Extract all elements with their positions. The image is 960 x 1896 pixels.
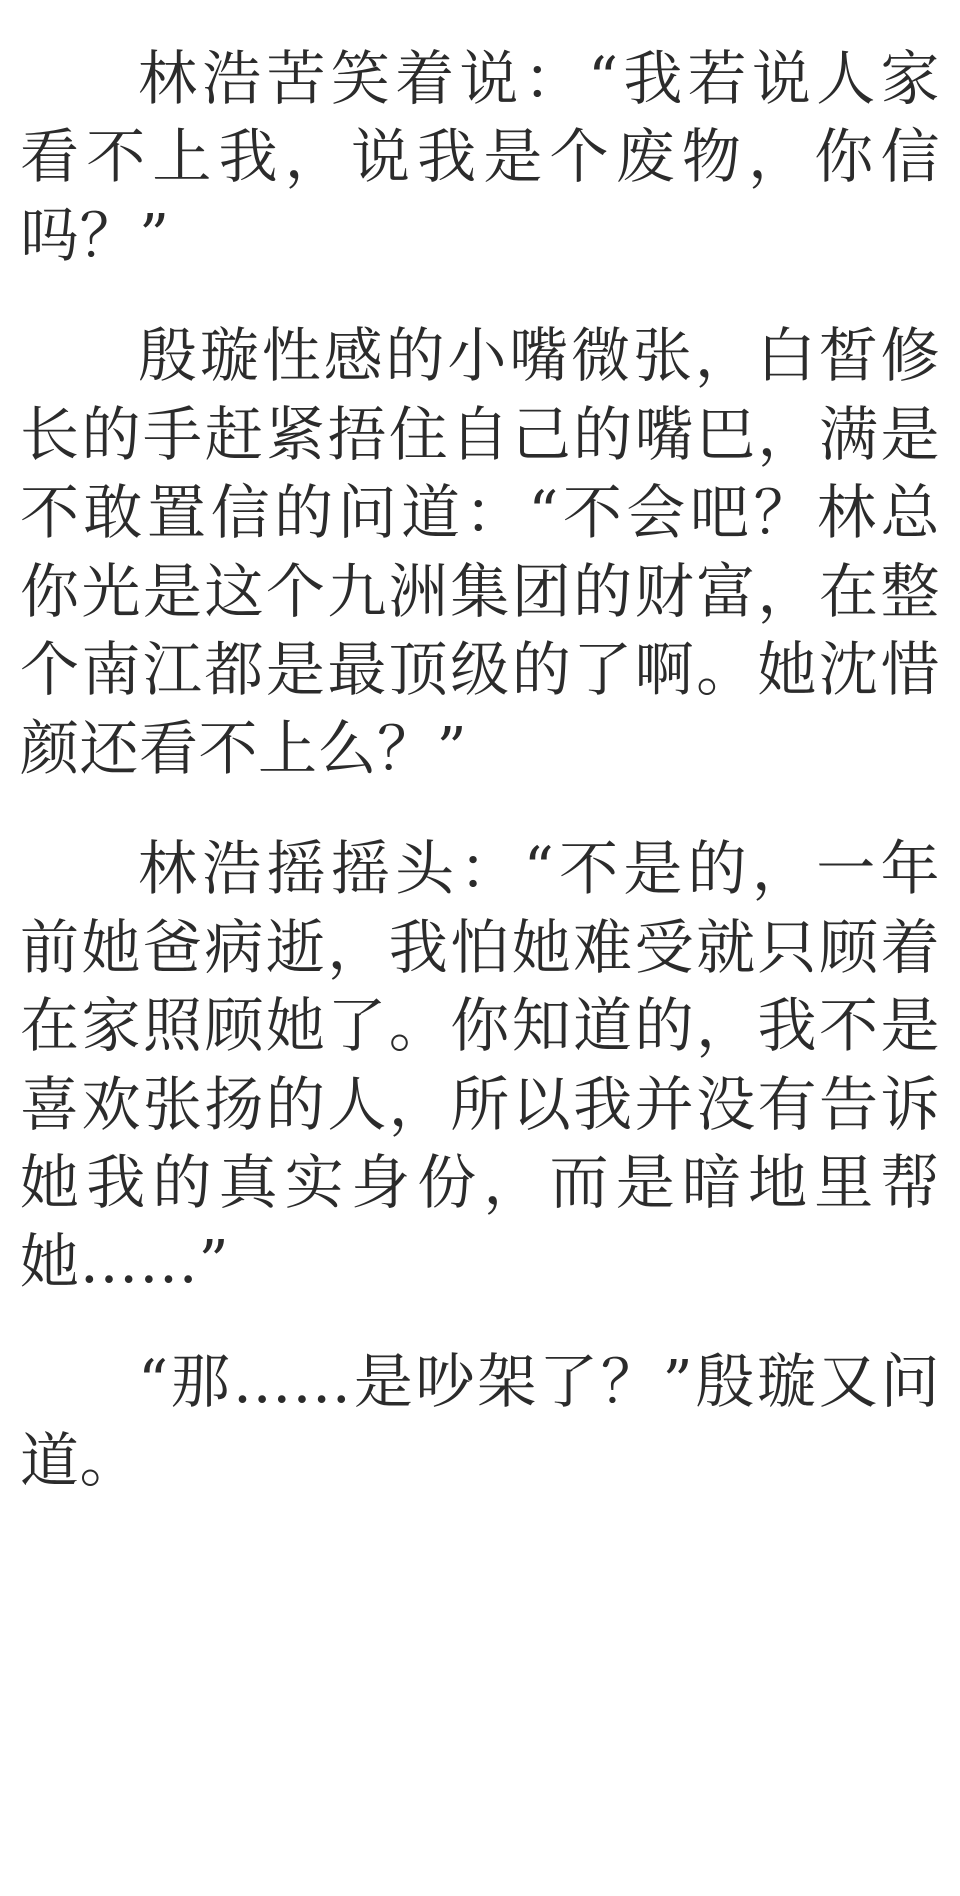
paragraph: “那……是吵架了？”殷璇又问道。 <box>20 1347 940 1495</box>
paragraph: 林浩摇摇头：“不是的，一年前她爸病逝，我怕她难受就只顾着在家照顾她了。你知道的，我不是喜欢张扬的人，所以我并没有告诉她我的真实身份，而是暗地里帮她……” <box>20 834 940 1296</box>
novel-text-body <box>20 40 940 1500</box>
paragraph: 林浩苦笑着说：“我若说人家看不上我，说我是个废物，你信吗？” <box>20 44 940 270</box>
paragraph: 殷璇性感的小嘴微张，白皙修长的手赶紧捂住自己的嘴巴，满是不敢置信的问道：“不会吧？林总你光是这个九洲集团的财富，在整个南江都是最顶级的了啊。她沈惜颜还看不上么？” <box>20 321 940 783</box>
